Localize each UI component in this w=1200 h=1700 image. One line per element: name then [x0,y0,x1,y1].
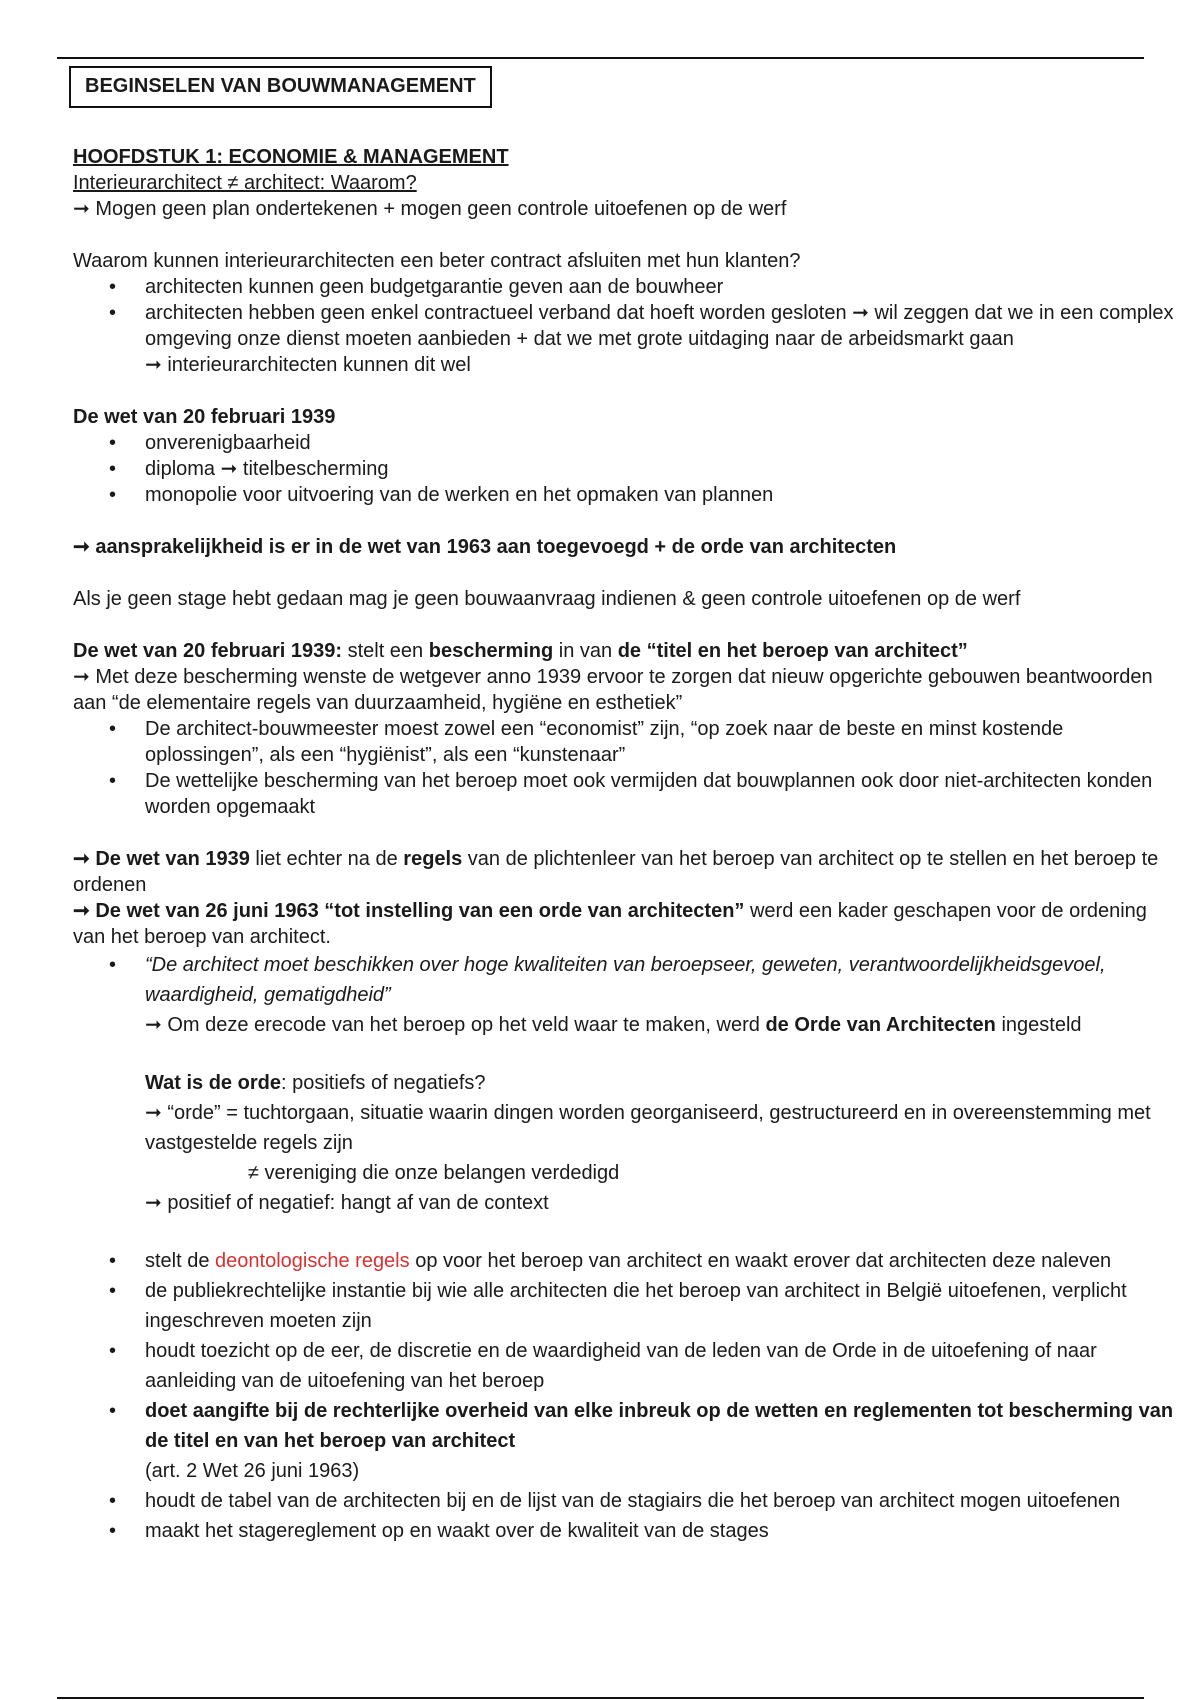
list-item: • de publiekrechtelijke instantie bij wie alle architecten die het beroep van architect in België uitoefenen, verplicht ingeschreven moeten zijn [73,1276,1183,1336]
law-1939-list [73,430,1183,508]
orde-question: Wat is de orde: positiefs of negatiefs? [145,1072,486,1094]
law-1939-details [73,716,1183,820]
list-item: • stelt de deontologische regels op voor het beroep van architect en waakt erover dat architecten deze naleven [73,1246,1183,1276]
orde-definition: ➞ “orde” = tuchtorgaan, situatie waarin dingen worden georganiseerd, gestructureerd en in overeenstemming met vastgestelde regels zijn [145,1102,1151,1154]
list-item: • architecten kunnen geen budgetgarantie geven aan de bouwheer [73,274,1183,300]
document-title: BEGINSELEN VAN BOUWMANAGEMENT [69,66,492,108]
list-item: • De architect-bouwmeester moest zowel een “economist” zijn, “op zoek naar de beste en minst kostende oplossingen”, als een “hygiënist”, als een “kunstenaar” [73,716,1183,768]
stage-note: Als je geen stage hebt gedaan mag je geen bouwaanvraag indienen & geen controle uitoefenen op de werf [73,588,1021,610]
list-item: • diploma ➞ titelbescherming [73,456,1183,482]
erecode-line: ➞ Om deze erecode van het beroep op het veld waar te maken, werd de Orde van Architecten ingesteld [145,1014,1082,1036]
list-item: • doet aangifte bij de rechterlijke overheid van elke inbreuk op de wetten en reglementen tot bescherming van de titel en van het beroep van architect (art. 2 Wet 26 juni 1963) [73,1396,1183,1486]
answer-architect: ➞ Mogen geen plan ondertekenen + mogen geen controle uitoefenen op de werf [73,198,787,220]
list-item: • houdt de tabel van de architecten bij en de lijst van de stagiairs die het beroep van architect mogen uitoefenen [73,1486,1183,1516]
law-1939-heading: De wet van 20 februari 1939 [73,406,336,428]
chapter-heading: HOOFDSTUK 1: ECONOMIE & MANAGEMENT [73,146,509,168]
deontology-term: deontologische regels [215,1250,410,1272]
contract-list [73,274,1183,378]
law-1939-paragraph: De wet van 20 februari 1939: stelt een bescherming in van de “titel en het beroep van architect” [73,640,968,662]
law-1939-rules: ➞ De wet van 1939 liet echter na de regels van de plichtenleer van het beroep van architect op te stellen en het beroep te ordenen [73,848,1159,896]
orde-not-equal: ≠ vereniging die onze belangen verdedigd [248,1162,620,1184]
list-item: • monopolie voor uitvoering van de werken en het opmaken van plannen [73,482,1183,508]
law-1963: ➞ De wet van 26 juni 1963 “tot instelling van een orde van architecten” werd een kader geschapen voor de ordening van het beroep van architect. [73,900,1147,948]
liability-note: ➞ aansprakelijkheid is er in de wet van 1963 aan toegevoegd + de orde van architecten [73,536,897,558]
list-item [73,950,1183,1010]
list-item: • architecten hebben geen enkel contractueel verband dat hoeft worden gesloten ➞ wil zeggen dat we in een complex omgeving onze dienst moeten aanbieden + dat we met grote uitdaging naar de arbeidsmarkt gaan ➞ interieurarchitecten kunnen dit wel [73,300,1183,378]
list-item: • maakt het stagereglement op en waakt over de kwaliteit van de stages [73,1516,1183,1546]
question-contract: Waarom kunnen interieurarchitecten een beter contract afsluiten met hun klanten? [73,250,801,272]
orde-context: ➞ positief of negatief: hangt af van de context [145,1192,549,1214]
list-item: • houdt toezicht op de eer, de discretie en de waardigheid van de leden van de Orde in de uitoefening of naar aanleiding van de uitoefening van het beroep [73,1336,1183,1396]
top-rule [57,57,1144,59]
law-1939-purpose: ➞ Met deze bescherming wenste de wetgever anno 1939 ervoor te zorgen dat nieuw opgerichte gebouwen beantwoorden aan “de elementaire regels van duurzaamheid, hygiëne en esthetiek” [73,666,1153,714]
bottom-rule [57,1697,1144,1699]
orde-list [73,950,1183,1010]
orde-tasks [73,1246,1183,1546]
question-architect: Interieurarchitect ≠ architect: Waarom? [73,172,417,194]
list-item: • De wettelijke bescherming van het beroep moet ook vermijden dat bouwplannen ook door niet-architecten konden worden opgemaakt [73,768,1183,820]
architect-quote: “De architect moet beschikken over hoge kwaliteiten van beroepseer, geweten, verantwoordelijkheidsgevoel, waardigheid, gematigdheid” [145,954,1106,1006]
list-item: • onverenigbaarheid [73,430,1183,456]
document-page [73,66,1183,1546]
